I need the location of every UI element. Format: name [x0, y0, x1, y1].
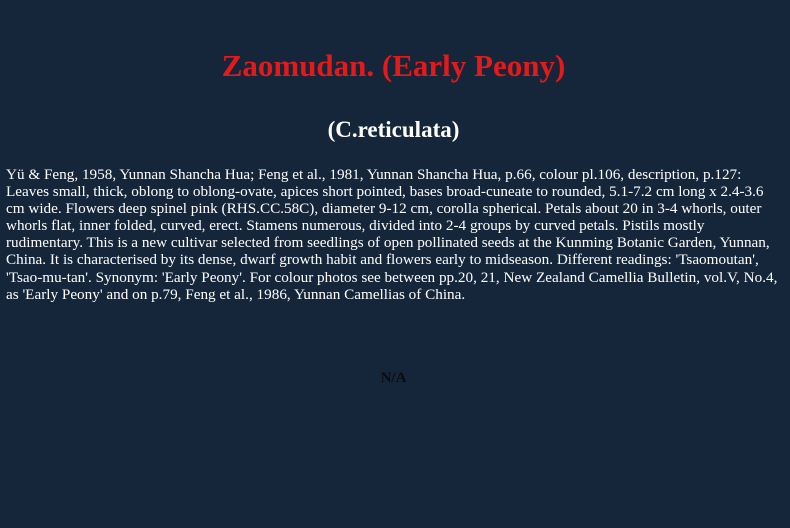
- image-note: N/A: [380, 370, 407, 386]
- page-title: Zaomudan. (Early Peony): [221, 48, 566, 83]
- cultivar-description: Yü & Feng, 1958, Yunnan Shancha Hua; Feng et al., 1981, Yunnan Shancha Hua, p.66, colour pl.106, description, p.127: Leaves small, thick, oblong to oblong-ovate, apices short pointed, bases broad-cuneate to rounded, 5.1-7.2 cm long x 2.4-3.6 cm wide. Flowers deep spinel pink (RHS.CC.58C), diameter 9-12 cm, corolla spherical. Petals about 20 in 3-4 whorls, outer whorls flat, inner folded, curved, erect. Stamens numerous, divided into 2-4 groups by curved petals. Pistils mostly rudimentary. This is a new cultivar selected from seedlings of open pollinated seeds at the Kunming Botanic Garden, Yunnan, China. It is characterised by its dense, dwarf growth habit and flowers early to midseason. Different readings: 'Tsaomoutan', 'Tsao-mu-tan'. Synonym: 'Early Peony'. For colour photos see between pp.20, 21, New Zealand Camellia Bulletin, vol.V, No.4, as 'Early Peony' and on p.79, Feng et al., 1986, Yunnan Camellias of China.: [6, 166, 778, 303]
- species-subtitle: (C.reticulata): [327, 117, 460, 142]
